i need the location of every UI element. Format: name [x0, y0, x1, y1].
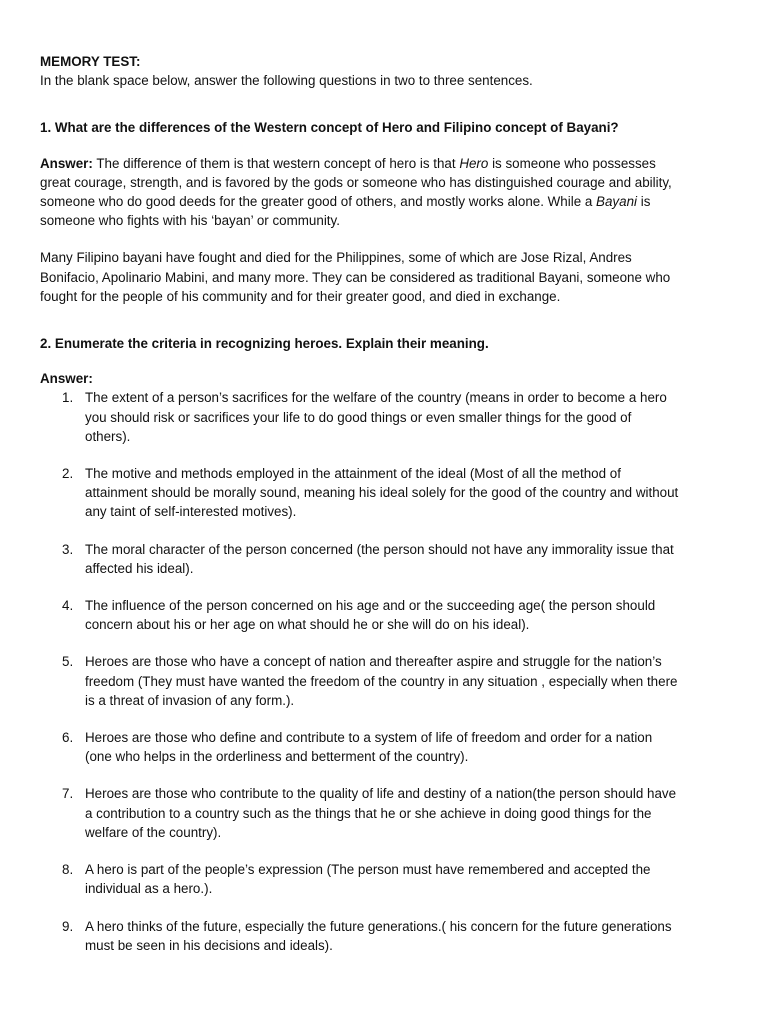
question-1: 1. What are the differences of the Western concept of Hero and Filipino concept of Bayani?: [40, 120, 619, 136]
instructions-text: In the blank space below, answer the following questions in two to three sentences.: [40, 73, 533, 89]
list-item: [40, 388, 680, 446]
list-item: [40, 784, 680, 842]
answer-label: Answer:: [40, 155, 93, 171]
list-item-text: Heroes are those who have a concept of nation and thereafter aspire and struggle for the nation’s freedom (They must have wanted the freedom of the country in any situation , especially when there is a threat of invasion of any form.).: [85, 654, 678, 708]
list-item-number: 7.: [62, 786, 74, 802]
list-item-text: A hero thinks of the future, especially the future generations.( his concern for the future generations must be seen in his decisions and ideals).: [85, 918, 672, 953]
answer-text-part2: is someone who possesses great courage, strength, and is favored by the gods or someone who has distinguished courage and ability, someone who do good deeds for the greater good of others, and mostly works alone. While a: [40, 155, 672, 210]
list-item: [40, 860, 680, 898]
list-item: [40, 464, 680, 522]
list-item-text: The motive and methods employed in the attainment of the ideal (Most of all the method of attainment should be morally sound, meaning his ideal solely for the good of the country and without any taint of self-interested motives).: [85, 466, 679, 520]
list-item-number: 9.: [62, 918, 74, 934]
list-item-number: 5.: [62, 654, 74, 670]
question-2-answer-label: Answer:: [40, 371, 93, 387]
document-page: [40, 52, 680, 973]
bayani-term: Bayani: [596, 194, 637, 210]
list-item-number: 4.: [62, 598, 74, 614]
list-item-number: 2.: [62, 466, 74, 482]
list-item-number: 3.: [62, 541, 74, 557]
list-item-text: Heroes are those who contribute to the quality of life and destiny of a nation(the person should have a contribution to a country such as the things that he or she achieve in doing good things for the welfare of the country).: [85, 786, 677, 840]
question-2: 2. Enumerate the criteria in recognizing heroes. Explain their meaning.: [40, 336, 489, 352]
list-item-number: 8.: [62, 862, 74, 878]
answer-text-part3: is someone who fights with his ‘bayan’ or community.: [40, 194, 651, 229]
list-item: [40, 917, 680, 955]
hero-term: Hero: [459, 155, 489, 171]
question-1-paragraph-2: Many Filipino bayani have fought and died for the Philippines, some of which are Jose Rizal, Andres Bonifacio, Apolinario Mabini, and many more. They can be considered as traditional Bayani, someone who fought for the people of his community and for their greater good, and died in exchange.: [40, 250, 671, 304]
list-item: [40, 652, 680, 710]
list-item-number: 6.: [62, 730, 74, 746]
document-title: MEMORY TEST:: [40, 54, 141, 69]
list-item-text: The extent of a person’s sacrifices for the welfare of the country (means in order to become a hero you should risk or sacrifices your life to do good things or even smaller things for the good of others).: [85, 390, 667, 444]
criteria-list: [40, 388, 680, 954]
list-item-text: Heroes are those who define and contribute to a system of life of freedom and order for a nation (one who helps in the orderliness and betterment of the country).: [85, 730, 653, 765]
list-item: [40, 596, 680, 634]
list-item-number: 1.: [62, 390, 74, 406]
answer-text-part1: The difference of them is that western concept of hero is that: [92, 155, 460, 171]
list-item-text: The influence of the person concerned on his age and or the succeeding age( the person should concern about his or her age on what should he or she will do on his ideal).: [85, 598, 656, 633]
list-item: [40, 540, 680, 578]
list-item-text: A hero is part of the people’s expression (The person must have remembered and accepted the individual as a hero.).: [85, 862, 651, 897]
list-item-text: The moral character of the person concerned (the person should not have any immorality issue that affected his ideal).: [85, 541, 674, 576]
question-1-answer: [40, 154, 680, 231]
list-item: [40, 728, 680, 766]
